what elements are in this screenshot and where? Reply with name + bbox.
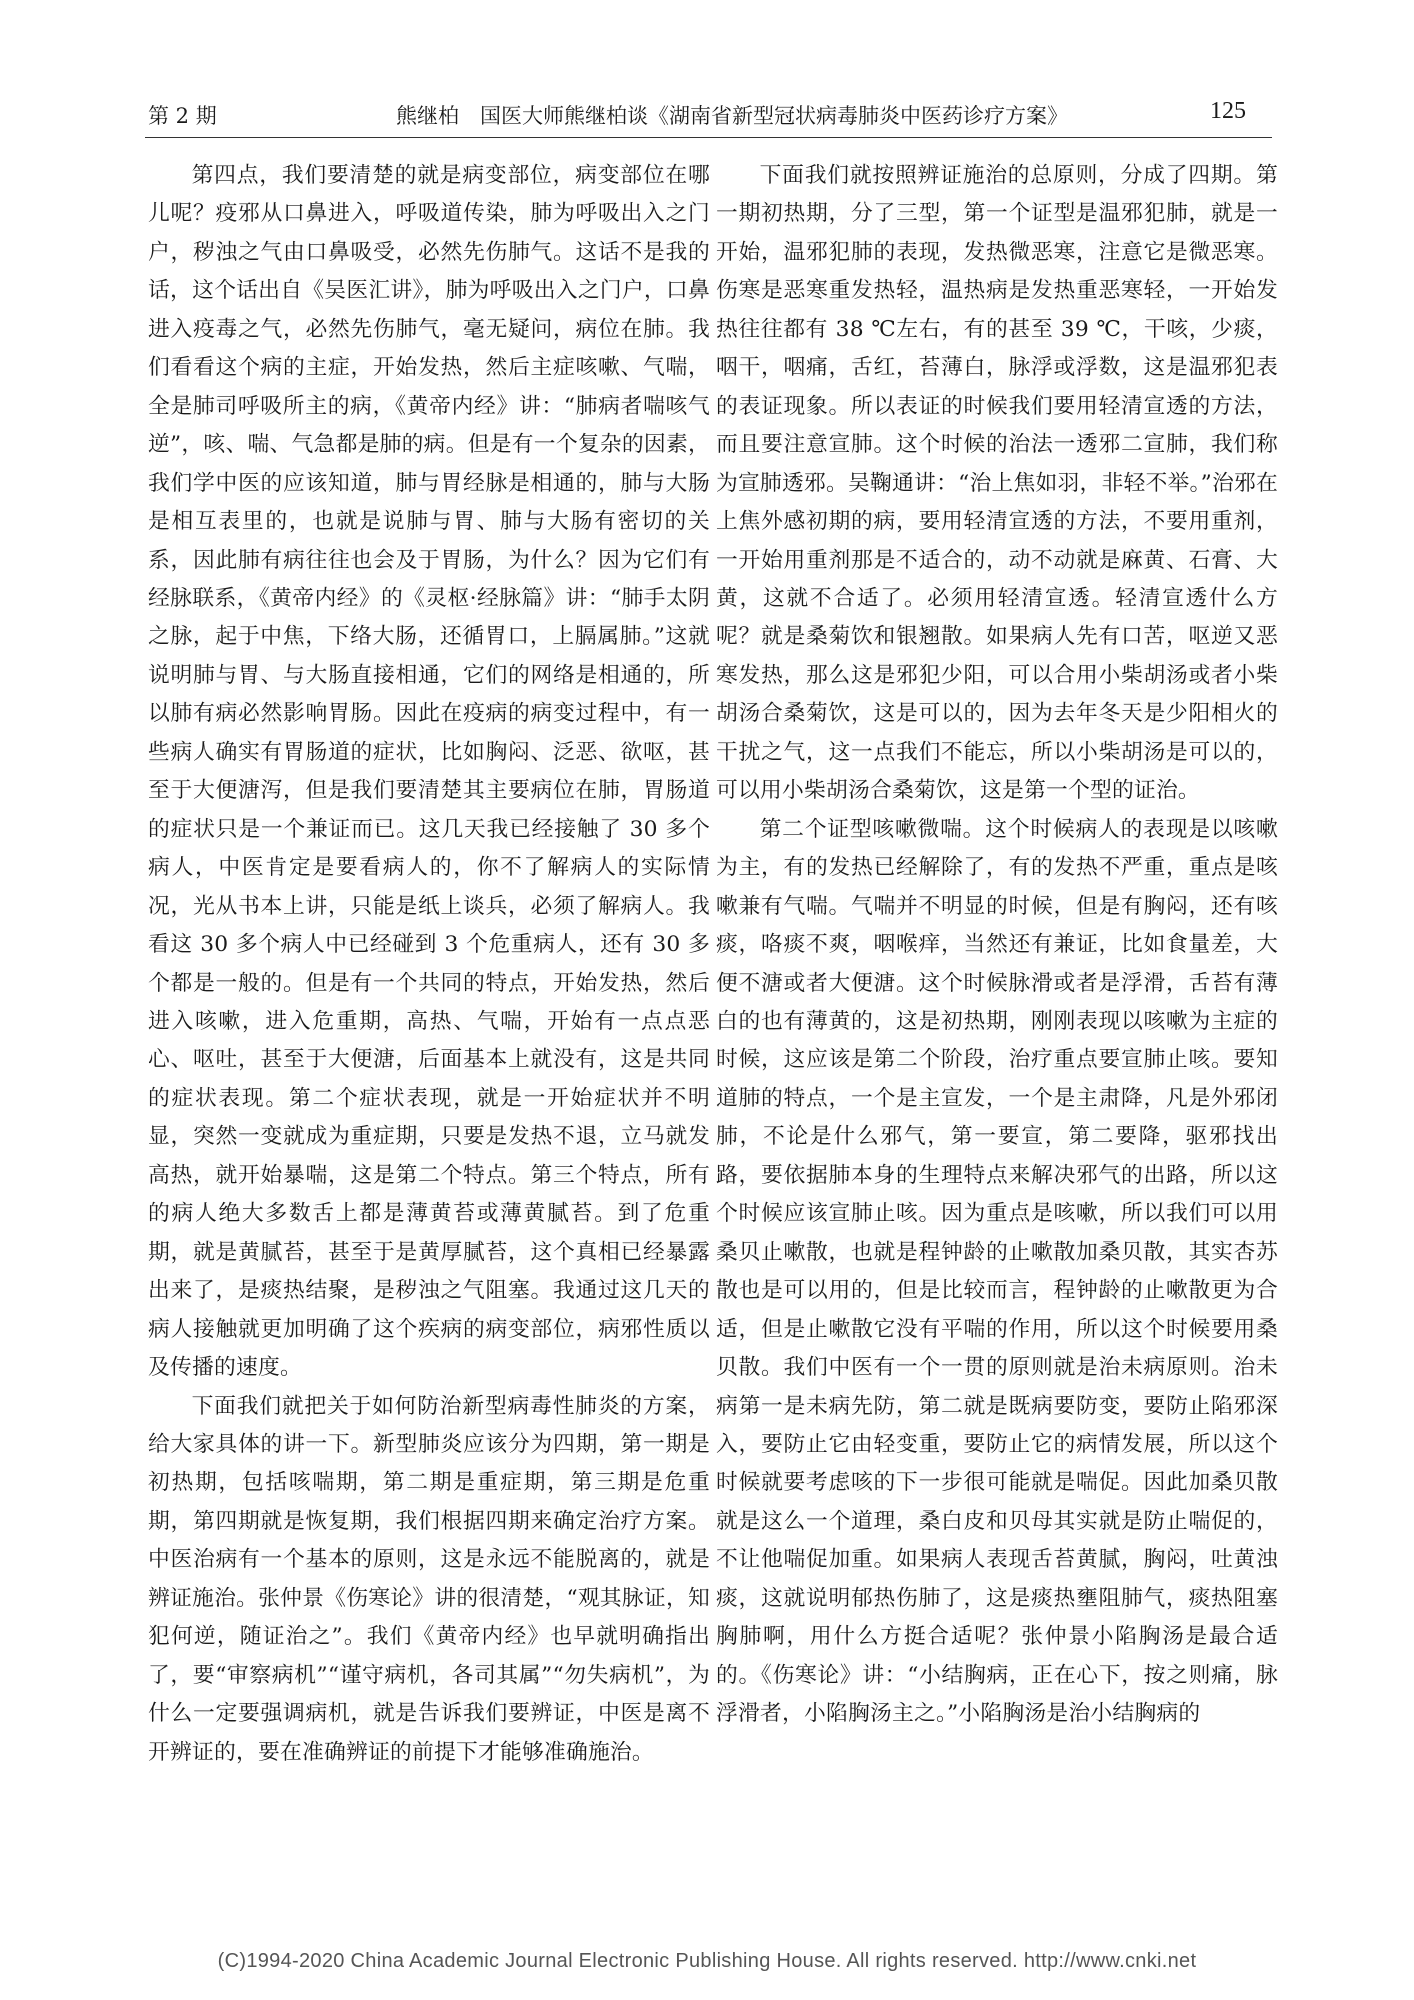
left-column <box>148 157 710 1772</box>
page-number: 125 <box>1210 98 1246 124</box>
copyright-footer: (C)1994-2020 China Academic Journal Electronic Publishing House. All rights reserved. http://www.cnki.net <box>217 1950 1197 1972</box>
paragraph: 第四点，我们要清楚的就是病变部位，病变部位在哪儿呢？疫邪从口鼻进入，呼吸道传染，肺为呼吸出入之门户，秽浊之气由口鼻吸受，必然先伤肺气。这话不是我的话，这个话出自《吴医汇讲》，肺为呼吸出入之门户，口鼻进入疫毒之气，必然先伤肺气，毫无疑问，病位在肺。我们看看这个病的主症，开始发热，然后主症咳嗽、气喘，全是肺司呼吸所主的病，《黄帝内经》讲：“肺病者喘咳气逆”，咳、喘、气急都是肺的病。但是有一个复杂的因素，我们学中医的应该知道，肺与胃经脉是相通的，肺与大肠是相互表里的，也就是说肺与胃、肺与大肠有密切的关系，因此肺有病往往也会及于胃肠，为什么？因为它们有经脉联系，《黄帝内经》的《灵枢·经脉篇》讲：“肺手太阴之脉，起于中焦，下络大肠，还循胃口，上膈属肺。”这就说明肺与胃、与大肠直接相通，它们的网络是相通的，所以肺有病必然影响胃肠。因此在疫病的病变过程中，有一些病人确实有胃肠道的症状，比如胸闷、泛恶、欲呕，甚至于大便溏泻，但是我们要清楚其主要病位在肺，胃肠道的症状只是一个兼证而已。这几天我已经接触了 30 多个病人，中医肯定是要看病人的，你不了解病人的实际情况，光从书本上讲，只能是纸上谈兵，必须了解病人。我看这 30 多个病人中已经碰到 3 个危重病人，还有 30 多个都是一般的。但是有一个共同的特点，开始发热，然后进入咳嗽，进入危重期，高热、气喘，开始有一点点恶心、呕吐，甚至于大便溏，后面基本上就没有，这是共同的症状表现。第二个症状表现，就是一开始症状并不明显，突然一变就成为重症期，只要是发热不退，立马就发高热，就开始暴喘，这是第二个特点。第三个特点，所有的病人绝大多数舌上都是薄黄苔或薄黄腻苔。到了危重期，就是黄腻苔，甚至于是黄厚腻苔，这个真相已经暴露出来了，是痰热结聚，是秽浊之气阻塞。我通过这几天的病人接触就更加明确了这个疾病的病变部位，病邪性质以及传播的速度。 <box>148 163 710 1381</box>
paragraph: 第二个证型咳嗽微喘。这个时候病人的表现是以咳嗽为主，有的发热已经解除了，有的发热不严重，重点是咳嗽兼有气喘。气喘并不明显的时候，但是有胸闷，还有咳痰，咯痰不爽，咽喉痒，当然还有兼证，比如食量差，大便不溏或者大便溏。这个时候脉滑或者是浮滑，舌苔有薄白的也有薄黄的，这是初热期，刚刚表现以咳嗽为主症的时候，这应该是第二个阶段，治疗重点要宣肺止咳。要知道肺的特点，一个是主宣发，一个是主肃降，凡是外邪闭肺，不论是什么邪气，第一要宣，第二要降，驱邪找出路，要依据肺本身的生理特点来解决邪气的出路，所以这个时候应该宣肺止咳。因为重点是咳嗽，所以我们可以用桑贝止嗽散，也就是程钟龄的止嗽散加桑贝散，其实杏苏散也是可以用的，但是比较而言，程钟龄的止嗽散更为合适，但是止嗽散它没有平喘的作用，所以这个时候要用桑贝散。我们中医有一个一贯的原则就是治未病原则。治未病第一是未病先防，第二就是既病要防变，要防止陷邪深入，要防止它由轻变重，要防止它的病情发展，所以这个时候就要考虑咳的下一步很可能就是喘促。因此加桑贝散就是这么一个道理，桑白皮和贝母其实就是防止喘促的，不让他喘促加重。如果病人表现舌苔黄腻，胸闷，吐黄浊痰，这就说明郁热伤肺了，这是痰热壅阻肺气，痰热阻塞胸肺啊，用什么方挺合适呢？张仲景小陷胸汤是最合适的。《伤寒论》讲：“小结胸病，正在心下，按之则痛，脉浮滑者，小陷胸汤主之。”小陷胸汤是治小结胸病的 <box>716 816 1278 1727</box>
running-title: 熊继柏 国医大师熊继柏谈《湖南省新型冠状病毒肺炎中医药诊疗方案》 <box>396 104 1068 128</box>
page-header <box>0 100 1414 140</box>
header-rule <box>145 137 1272 138</box>
paragraph: 下面我们就按照辨证施治的总原则，分成了四期。第一期初热期，分了三型，第一个证型是温邪犯肺，就是一开始，温邪犯肺的表现，发热微恶寒，注意它是微恶寒。伤寒是恶寒重发热轻，温热病是发热重恶寒轻，一开始发热往往都有 38 ℃左右，有的甚至 39 ℃，干咳，少痰，咽干，咽痛，舌红，苔薄白，脉浮或浮数，这是温邪犯表的表证现象。所以表证的时候我们要用轻清宣透的方法，而且要注意宣肺。这个时候的治法一透邪二宣肺，我们称为宣肺透邪。吴鞠通讲：“治上焦如羽，非轻不举。”治邪在上焦外感初期的病，要用轻清宣透的方法，不要用重剂，一开始用重剂那是不适合的，动不动就是麻黄、石膏、大黄，这就不合适了。必须用轻清宣透。轻清宣透什么方呢？就是桑菊饮和银翘散。如果病人先有口苦，呕逆又恶寒发热，那么这是邪犯少阳，可以合用小柴胡汤或者小柴胡汤合桑菊饮，这是可以的，因为去年冬天是少阳相火的干扰之气，这一点我们不能忘，所以小柴胡汤是可以的，可以用小柴胡汤合桑菊饮，这是第一个型的证治。 <box>716 163 1278 804</box>
issue-number: 第 2 期 <box>148 104 217 128</box>
right-column <box>716 157 1278 1734</box>
paragraph: 下面我们就把关于如何防治新型病毒性肺炎的方案，给大家具体的讲一下。新型肺炎应该分为四期，第一期是初热期，包括咳喘期，第二期是重症期，第三期是危重期，第四期就是恢复期，我们根据四期来确定治疗方案。中医治病有一个基本的原则，这是永远不能脱离的，就是辨证施治。张仲景《伤寒论》讲的很清楚，“观其脉证，知犯何逆，随证治之”。我们《黄帝内经》也早就明确指出了，要“审察病机”“谨守病机，各司其属”“勿失病机”，为什么一定要强调病机，就是告诉我们要辨证，中医是离不开辨证的，要在准确辨证的前提下才能够准确施治。 <box>148 1393 710 1765</box>
